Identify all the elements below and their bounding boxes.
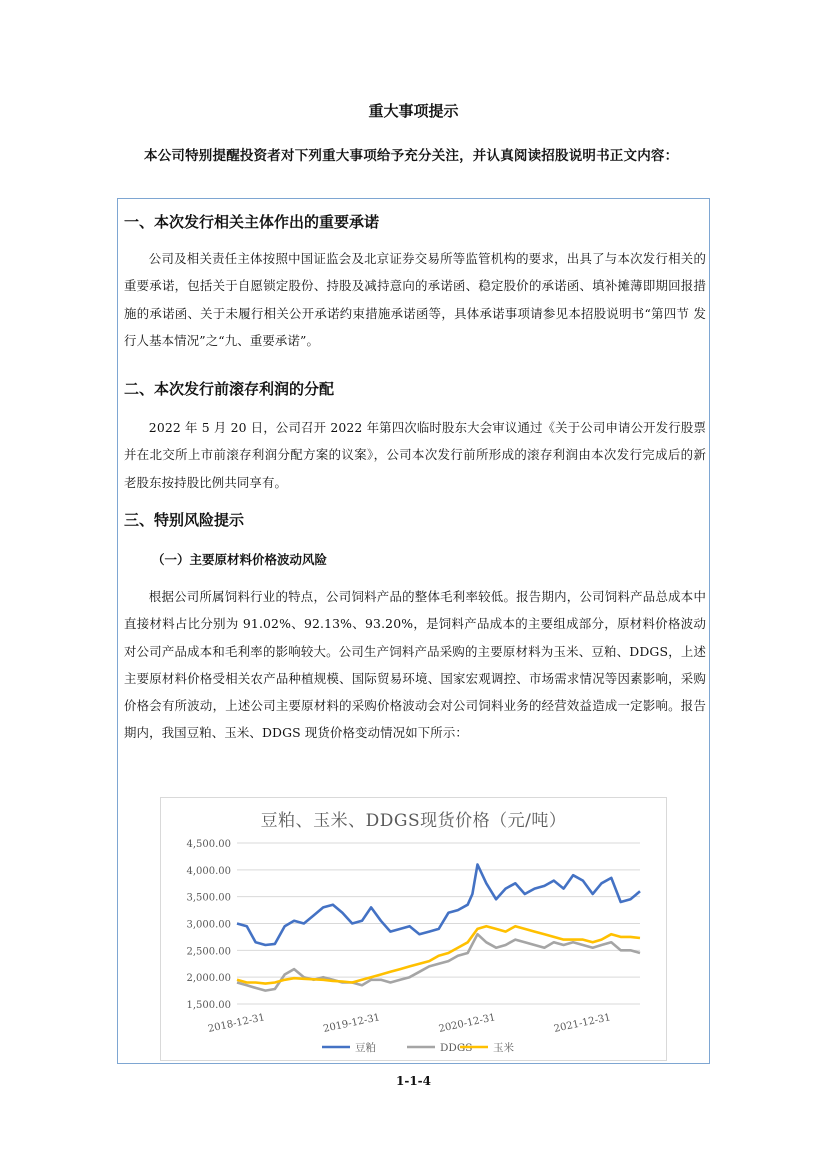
- y-tick-label: 4,000.00: [186, 865, 231, 877]
- y-tick-label: 2,000.00: [186, 973, 231, 985]
- investor-reminder: 本公司特别提醒投资者对下列重大事项给予充分关注，并认真阅读招股说明书正文内容：: [144, 148, 679, 164]
- x-tick-label: 2020-12-31: [437, 1012, 497, 1035]
- y-tick-label: 2,500.00: [186, 946, 231, 958]
- section1-heading: 一、本次发行相关主体作出的重要承诺: [124, 213, 380, 231]
- series-line-豆粕: [237, 865, 640, 946]
- section1-paragraph: 公司及相关责任主体按照中国证监会及北京证券交易所等监管机构的要求，出具了与本次发行相关的重要承诺，包括关于自愿锁定股份、持股及减持意向的承诺函、稳定股价的承诺函、填补摊薄即期回报措施的承诺函、关于未履行相关公开承诺约束措施承诺函等，具体承诺事项请参见本招股说明书“第四节 发行人基本情况”之“九、重要承诺”。: [124, 251, 706, 348]
- page-title: 重大事项提示: [368, 102, 459, 120]
- y-tick-label: 4,500.00: [186, 839, 231, 850]
- legend-label: 玉米: [493, 1042, 514, 1054]
- x-tick-label: 2021-12-31: [553, 1012, 612, 1035]
- series-line-DDGS: [237, 934, 640, 990]
- page-number: 1-1-4: [395, 1074, 431, 1088]
- section3-subheading: （一）主要原材料价格波动风险: [152, 552, 328, 567]
- legend-label: 豆粕: [355, 1042, 376, 1054]
- section2-paragraph: 2022 年 5 月 20 日，公司召开 2022 年第四次临时股东大会审议通过《关于公司申请公开发行股票并在北交所上市前滚存利润分配方案的议案》，公司本次发行前所形成的滚存利润由本次发行完成后的新老股东按持股比例共同享有。: [124, 420, 706, 490]
- y-tick-label: 1,500.00: [186, 1000, 231, 1011]
- y-tick-label: 3,500.00: [186, 892, 231, 904]
- section3-paragraph: 根据公司所属饲料行业的特点，公司饲料产品的整体毛利率较低。报告期内，公司饲料产品总成本中直接材料占比分别为 91.02%、92.13%、93.20%，是饲料产品成本的主要组成部分，原材料价格波动对公司产品成本和毛利率的影响较大。公司生产饲料产品采购的主要原材料为玉米、豆粕、DDGS，上述主要原材料价格受相关农产品种植规模、国际贸易环境、国家宏观调控、市场需求情况等因素影响，采购价格会有所波动，上述公司主要原材料的采购价格波动会对公司饲料业务的经营效益造成一定影响。报告期内，我国豆粕、玉米、DDGS 现货价格变动情况如下所示：: [124, 589, 706, 741]
- legend-label: DDGS: [440, 1042, 473, 1054]
- x-tick-label: 2019-12-31: [322, 1012, 382, 1035]
- y-tick-label: 3,000.00: [186, 919, 231, 931]
- x-tick-label: 2018-12-31: [207, 1012, 266, 1035]
- chart-title: 豆粕、玉米、DDGS现货价格（元/吨）: [260, 811, 567, 831]
- price-line-chart: [160, 797, 667, 1061]
- section2-heading: 二、本次发行前滚存利润的分配: [124, 380, 335, 398]
- series-line-玉米: [237, 926, 640, 983]
- section3-heading: 三、特别风险提示: [124, 511, 245, 529]
